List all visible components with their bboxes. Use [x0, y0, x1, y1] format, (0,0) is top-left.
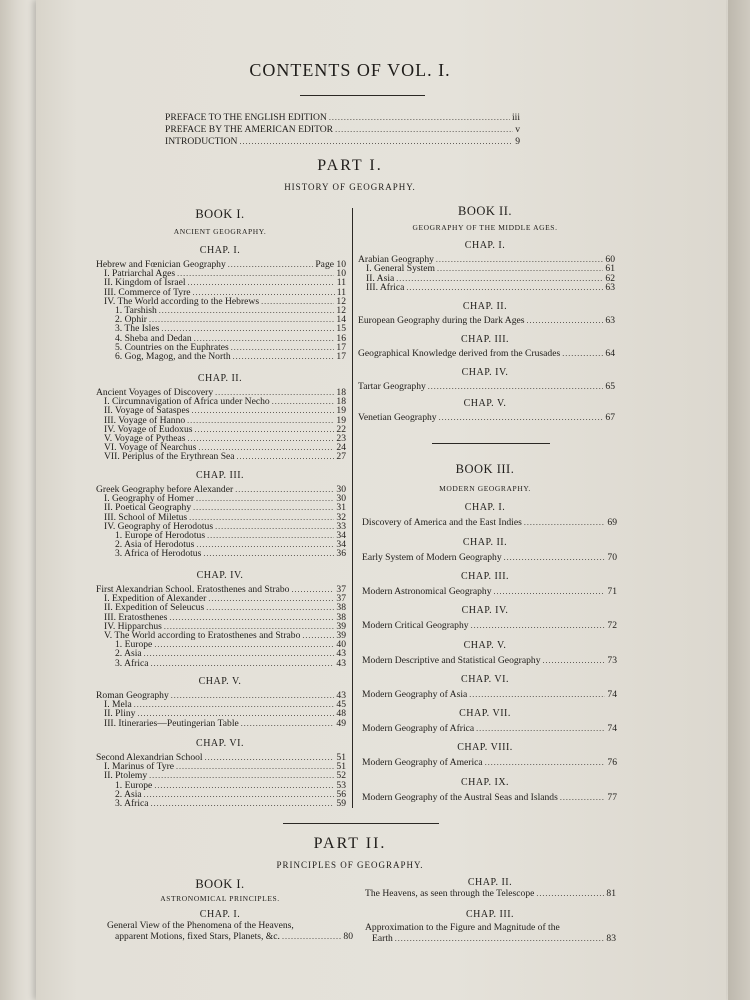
title-rule	[300, 95, 425, 96]
page-number: 17	[336, 341, 346, 353]
entry-label: II. Poetical Geography	[104, 502, 192, 514]
entry-label: Hebrew and Fœnician Geography	[96, 259, 226, 270]
leader-dots	[469, 689, 605, 700]
leader-dots	[476, 723, 605, 734]
entry-label: Greek Geography before Alexander	[96, 484, 234, 495]
leader-dots	[560, 792, 606, 803]
page-number: 27	[336, 451, 346, 463]
entry-label: I. Geography of Homer	[104, 493, 195, 505]
entry-label: Earth	[372, 933, 393, 944]
chapter-heading: CHAP. V.	[463, 398, 507, 409]
part2-book-heading: BOOK I.	[195, 877, 245, 891]
entry-label: II. Expedition of Seleucus	[104, 602, 205, 614]
part2-book-subtitle: ASTRONOMICAL PRINCIPLES.	[160, 894, 280, 903]
page-number: 9	[515, 136, 520, 147]
page-number: 10	[336, 268, 346, 280]
entry-label: I. Mela	[104, 699, 132, 711]
leader-dots	[203, 548, 334, 559]
entry-label: INTRODUCTION	[165, 136, 238, 147]
entry-label: IV. Geography of Herodotus	[104, 520, 214, 532]
leader-dots	[536, 888, 604, 899]
page-number: 19	[336, 405, 346, 417]
front-matter-item	[165, 136, 520, 147]
part1-subtitle: HISTORY OF GEOGRAPHY.	[284, 182, 416, 192]
entry-label: VI. Voyage of Nearchus	[104, 442, 197, 454]
entry-label: VII. Periplus of the Erythrean Sea	[104, 451, 235, 463]
toc-entry	[362, 586, 617, 597]
page-number: 73	[607, 655, 617, 666]
chapter-heading: CHAP. IV.	[461, 367, 509, 378]
leader-dots	[329, 112, 510, 123]
page-number: 61	[605, 263, 615, 275]
page-number: 62	[605, 272, 615, 284]
leader-dots	[428, 381, 604, 392]
page-number: 11	[336, 286, 346, 298]
page-number: 15	[336, 323, 346, 335]
chapter-heading: CHAP. VI.	[461, 674, 509, 685]
leader-dots	[562, 348, 603, 359]
leader-dots	[439, 412, 604, 423]
entry-label: PREFACE TO THE ENGLISH EDITION	[165, 112, 327, 123]
toc-entry	[362, 723, 617, 734]
entry-label: II. Asia	[366, 272, 395, 284]
entry-label: IV. Voyage of Eudoxus	[104, 423, 193, 435]
page-number: 23	[336, 433, 346, 444]
chapter-heading: CHAP. III.	[460, 334, 510, 345]
page-number: 38	[336, 602, 346, 614]
leader-dots	[504, 552, 606, 563]
page-number: 53	[336, 779, 346, 791]
leader-dots	[395, 933, 605, 944]
book3-subtitle: MODERN GEOGRAPHY.	[439, 484, 531, 493]
toc-entry	[115, 798, 346, 809]
leader-dots	[151, 798, 335, 809]
leader-dots	[527, 315, 604, 326]
entry-label: 2. Asia	[115, 648, 142, 660]
entry-label: Venetian Geography	[358, 412, 437, 423]
page-number: 49	[336, 717, 346, 729]
book3-heading: BOOK III.	[455, 462, 515, 476]
chapter-heading: CHAP. II.	[197, 373, 243, 384]
entry-label: Second Alexandrian School	[96, 752, 203, 763]
page-number: 14	[336, 314, 346, 326]
chapter-heading: CHAP. III.	[460, 571, 510, 582]
entry-label: Discovery of America and the East Indies	[362, 517, 522, 528]
page-number: 83	[606, 933, 616, 944]
page-number: 39	[336, 620, 346, 632]
page-number: 71	[607, 586, 617, 597]
page-number: 24	[336, 442, 346, 454]
page-number: 60	[605, 254, 615, 265]
page-number: 36	[336, 548, 346, 560]
chapter-heading: CHAP. VI.	[196, 738, 244, 749]
leader-dots	[239, 136, 513, 147]
entry-label: I. Circumnavigation of Africa under Necho	[104, 396, 270, 408]
part2-heading: PART II.	[313, 835, 387, 852]
chapter-heading: CHAP. V.	[463, 640, 507, 651]
entry-label: II. Pliny	[104, 708, 136, 720]
page-number: 70	[607, 552, 617, 563]
chapter-heading: CHAP. II.	[462, 537, 508, 548]
entry-label: V. The World according to Eratosthenes and Strabo	[104, 630, 301, 641]
toc-entry	[366, 282, 615, 293]
part2-chap3-entry	[372, 933, 616, 944]
part2-chap1-entry-line1: General View of the Phenomena of the Heavens,	[107, 920, 294, 931]
part2-chap2-heading: CHAP. II.	[467, 877, 513, 888]
page-number: 52	[336, 770, 346, 782]
page-number: 34	[336, 539, 346, 551]
chapter-heading: CHAP. VIII.	[457, 742, 513, 753]
toc-entry	[362, 655, 617, 666]
page-number: 65	[605, 381, 615, 392]
page-number: 76	[607, 757, 617, 768]
page-number: 43	[336, 657, 346, 669]
page-number: 33	[336, 520, 346, 532]
page-number: 40	[336, 639, 346, 651]
entry-label: 5. Countries on the Euphrates	[115, 341, 229, 353]
chapter-heading: CHAP. I.	[199, 245, 241, 256]
toc-entry	[358, 412, 615, 423]
page-number: 19	[336, 414, 346, 426]
entry-label: 3. Africa	[115, 657, 149, 669]
page-number: 45	[336, 699, 346, 711]
leader-dots	[237, 451, 335, 462]
entry-label: III. Eratosthenes	[104, 611, 168, 623]
entry-label: I. Expedition of Alexander	[104, 593, 207, 605]
chapter-heading: CHAP. I.	[464, 502, 506, 513]
toc-entry	[115, 658, 346, 669]
page-number: 31	[336, 502, 346, 514]
toc-entry	[362, 620, 617, 631]
entry-label: III. School of Miletus	[104, 511, 188, 523]
page-number: 64	[605, 348, 615, 359]
page-number: 18	[336, 387, 346, 398]
leader-dots	[335, 124, 513, 135]
entry-label: IV. The World according to the Hebrews	[104, 295, 260, 307]
page-number: 63	[605, 315, 615, 326]
entry-label: Tartar Geography	[358, 381, 426, 392]
entry-label: Modern Astronomical Geography	[362, 586, 492, 597]
page-number: 30	[336, 484, 346, 495]
leader-dots	[524, 517, 606, 528]
page-number: v	[515, 124, 520, 135]
book2-subtitle: GEOGRAPHY OF THE MIDDLE AGES.	[412, 223, 558, 232]
page-number: 81	[606, 888, 616, 899]
part2-chap2-entry	[365, 888, 616, 899]
entry-label: II. Kingdom of Israel	[104, 277, 186, 289]
chapter-heading: CHAP. VII.	[459, 708, 511, 719]
page-number: 12	[336, 305, 346, 316]
book3-rule	[432, 443, 550, 444]
entry-label: I. Patriarchal Ages	[104, 268, 176, 280]
entry-label: 6. Gog, Magog, and the North	[115, 351, 231, 362]
entry-label: 4. Sheba and Dedan	[115, 332, 192, 344]
page-number: 67	[605, 412, 615, 423]
leader-dots	[233, 351, 335, 362]
part2-chap1-heading: CHAP. I.	[199, 909, 241, 920]
page-number: 74	[607, 689, 617, 700]
toc-entry	[358, 381, 615, 392]
page-number: 12	[336, 295, 346, 307]
book1-subtitle: ANCIENT GEOGRAPHY.	[173, 227, 267, 236]
entry-label: I. Marinus of Tyre	[104, 761, 175, 773]
page-number: iii	[512, 112, 520, 123]
toc-entry	[358, 315, 615, 326]
part2-rule	[283, 823, 439, 824]
toc-entry	[358, 348, 615, 359]
entry-label: 1. Europe	[115, 639, 153, 651]
page-number: 39	[336, 630, 346, 641]
book2-heading: BOOK II.	[458, 204, 512, 218]
page-number: 72	[607, 620, 617, 631]
page-number: 77	[607, 792, 617, 803]
leader-dots	[494, 586, 606, 597]
part2-chap3-heading: CHAP. III.	[465, 909, 515, 920]
entry-label: III. Commerce of Tyre	[104, 286, 191, 298]
entry-label: 1. Tarshish	[115, 305, 157, 316]
leader-dots	[485, 757, 606, 768]
entry-label: Modern Descriptive and Statistical Geography	[362, 655, 541, 666]
entry-label: European Geography during the Dark Ages	[358, 315, 525, 326]
front-matter-item	[165, 124, 520, 135]
entry-label: Modern Geography of the Austral Seas and Islands	[362, 792, 558, 803]
toc-entry	[115, 351, 346, 362]
toc-entry	[362, 757, 617, 768]
entry-label: II. Ptolemy	[104, 770, 148, 782]
chapter-heading: CHAP. IV.	[461, 605, 509, 616]
chapter-heading: CHAP. I.	[464, 240, 506, 251]
leader-dots	[151, 658, 335, 669]
entry-label: 2. Asia of Herodotus	[115, 539, 195, 551]
toc-entry	[362, 517, 617, 528]
entry-label: Modern Geography of Africa	[362, 723, 475, 734]
page-number: 22	[336, 423, 346, 435]
page-number: 16	[336, 332, 346, 344]
entry-label: Modern Geography of Asia	[362, 689, 468, 700]
page-number: 43	[336, 648, 346, 660]
entry-label: First Alexandrian School. Eratosthenes and Strabo	[96, 584, 290, 595]
page-number: 38	[336, 611, 346, 623]
page-number: 11	[336, 277, 346, 289]
part1-heading: PART I.	[317, 157, 383, 174]
entry-label: Ancient Voyages of Discovery	[96, 387, 214, 398]
page-number: 32	[336, 511, 346, 523]
page-number: 56	[336, 788, 346, 800]
entry-label: PREFACE BY THE AMERICAN EDITOR	[165, 124, 334, 135]
chapter-heading: CHAP. II.	[462, 301, 508, 312]
part2-chap1-entry-line2: apparent Motions, fixed Stars, Planets, &c.	[115, 931, 280, 942]
chapter-heading: CHAP. V.	[198, 676, 242, 687]
page-number: 34	[336, 530, 346, 541]
entry-label: II. Voyage of Sataspes	[104, 405, 190, 417]
entry-label: 2. Asia	[115, 788, 142, 800]
toc-entry	[362, 792, 617, 803]
leader-dots	[471, 620, 606, 631]
toc-entry	[104, 451, 346, 462]
page-number: 51	[336, 761, 346, 773]
entry-label: Modern Critical Geography	[362, 620, 469, 631]
leader-dots	[282, 931, 341, 942]
entry-label: 3. Africa of Herodotus	[115, 548, 202, 560]
entry-label: 1. Europe of Herodotus	[115, 530, 206, 541]
page-number: 59	[336, 798, 346, 809]
contents-title: CONTENTS OF VOL. I.	[249, 60, 451, 80]
page-number: 43	[336, 690, 346, 701]
entry-label: Modern Geography of America	[362, 757, 483, 768]
page-number: 30	[336, 493, 346, 505]
entry-label: Geographical Knowledge derived from the Crusades	[358, 348, 561, 359]
toc-entry	[104, 718, 346, 729]
page-number: 37	[336, 584, 346, 595]
page-number: 63	[605, 282, 615, 294]
toc-entry	[115, 548, 346, 559]
page-number: 69	[607, 517, 617, 528]
entry-label: The Heavens, as seen through the Telescope	[365, 888, 535, 899]
page-number: 51	[336, 752, 346, 763]
entry-label: 1. Europe	[115, 779, 153, 791]
entry-label: 3. The Isles	[115, 323, 160, 335]
entry-label: III. Voyage of Hanno	[104, 414, 186, 426]
entry-label: Roman Geography	[96, 690, 169, 701]
leader-dots	[406, 282, 603, 293]
toc-entry	[362, 689, 617, 700]
front-matter-item	[165, 112, 520, 123]
entry-label: III. Africa	[366, 282, 405, 294]
column-divider	[352, 208, 353, 808]
page-number: Page 10	[315, 259, 346, 270]
page-number: 74	[607, 723, 617, 734]
entry-label: 2. Ophir	[115, 314, 147, 326]
page-number: 37	[336, 593, 346, 605]
chapter-heading: CHAP. IX.	[460, 777, 510, 788]
leader-dots	[543, 655, 606, 666]
part2-chap3-entry-line1: Approximation to the Figure and Magnitude of the	[365, 922, 560, 933]
entry-label: I. General System	[366, 263, 436, 275]
chapter-heading: CHAP. IV.	[196, 570, 244, 581]
part2-subtitle: PRINCIPLES OF GEOGRAPHY.	[276, 860, 424, 870]
entry-label: Early System of Modern Geography	[362, 552, 502, 563]
entry-label: Arabian Geography	[358, 254, 434, 265]
entry-label: 3. Africa	[115, 798, 149, 809]
entry-label: III. Itineraries—Peutingerian Table	[104, 717, 239, 729]
chapter-heading: CHAP. III.	[195, 470, 245, 481]
leader-dots	[241, 718, 335, 729]
page-number: 80	[343, 931, 353, 942]
page-number: 17	[336, 351, 346, 362]
toc-entry	[362, 552, 617, 563]
book1-heading: BOOK I.	[195, 207, 245, 221]
entry-label: IV. Hipparchus	[104, 620, 162, 632]
page-number: 18	[336, 396, 346, 408]
page-edge	[728, 0, 750, 1000]
entry-label: V. Voyage of Pytheas	[104, 433, 186, 444]
page-number: 48	[336, 708, 346, 720]
part2-chap1-entry	[115, 931, 353, 942]
